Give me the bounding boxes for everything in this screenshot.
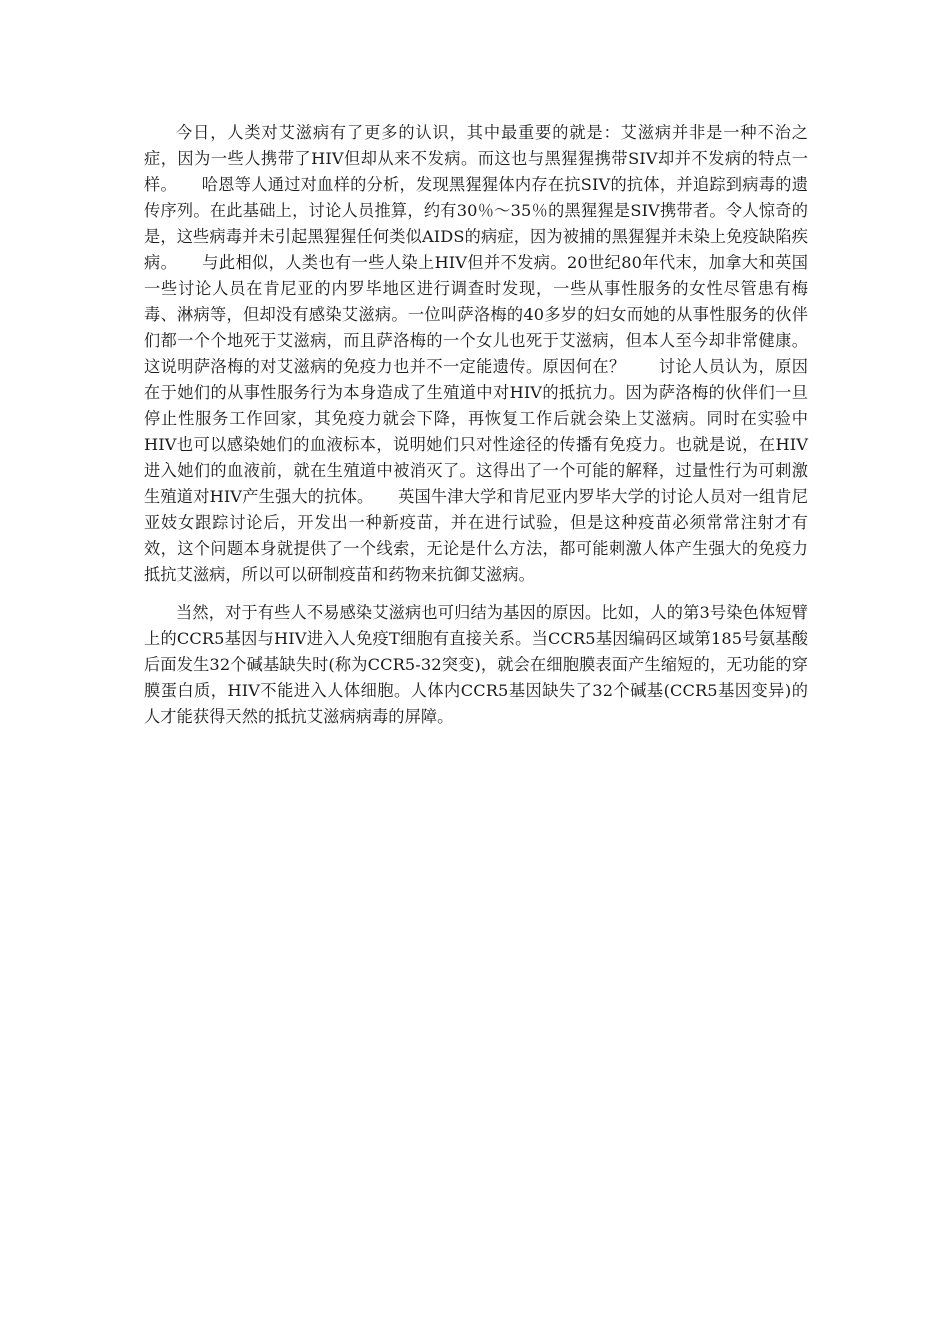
document-body — [144, 120, 808, 742]
paragraph-1: 今日，人类对艾滋病有了更多的认识，其中最重要的就是：艾滋病并非是一种不治之症，因为一些人携带了HIV但却从来不发病。而这也与黑猩猩携带SIV却并不发病的特点一样。 哈恩等人通过对血样的分析，发现黑猩猩体内存在抗SIV的抗体，并追踪到病毒的遗传序列。在此基础上，讨论人员推算，约有30％～35％的黑猩猩是SIV携带者。令人惊奇的是，这些病毒并未引起黑猩猩任何类似AIDS的病症，因为被捕的黑猩猩并未染上免疫缺陷疾病。 与此相似，人类也有一些人染上HIV但并不发病。20世纪80年代末，加拿大和英国一些讨论人员在肯尼亚的内罗毕地区进行调查时发现，一些从事性服务的女性尽管患有梅毒、淋病等，但却没有感染艾滋病。一位叫萨洛梅的40多岁的妇女而她的从事性服务的伙伴们都一个个地死于艾滋病，而且萨洛梅的一个女儿也死于艾滋病，但本人至今却非常健康。这说明萨洛梅的对艾滋病的免疫力也并不一定能遗传。原因何在？ 讨论人员认为，原因在于她们的从事性服务行为本身造成了生殖道中对HIV的抵抗力。因为萨洛梅的伙伴们一旦停止性服务工作回家，其免疫力就会下降，再恢复工作后就会染上艾滋病。同时在实验中HIV也可以感染她们的血液标本，说明她们只对性途径的传播有免疫力。也就是说，在HIV进入她们的血液前，就在生殖道中被消灭了。这得出了一个可能的解释，过量性行为可刺激生殖道对HIV产生强大的抗体。 英国牛津大学和肯尼亚内罗毕大学的讨论人员对一组肯尼亚妓女跟踪讨论后，开发出一种新疫苗，并在进行试验，但是这种疫苗必须常常注射才有效，这个问题本身就提供了一个线索，无论是什么方法，都可能刺激人体产生强大的免疫力抵抗艾滋病，所以可以研制疫苗和药物来抗御艾滋病。 — [144, 123, 808, 584]
paragraph-2: 当然，对于有些人不易感染艾滋病也可归结为基因的原因。比如，人的第3号染色体短臂上的CCR5基因与HIV进入人免疫T细胞有直接关系。当CCR5基因编码区域第185号氨基酸后面发生32个碱基缺失时(称为CCR5-32突变)，就会在细胞膜表面产生缩短的，无功能的穿膜蛋白质，HIV不能进入人体细胞。人体内CCR5基因缺失了32个碱基(CCR5基因变异)的人才能获得天然的抵抗艾滋病病毒的屏障。 — [144, 603, 808, 726]
